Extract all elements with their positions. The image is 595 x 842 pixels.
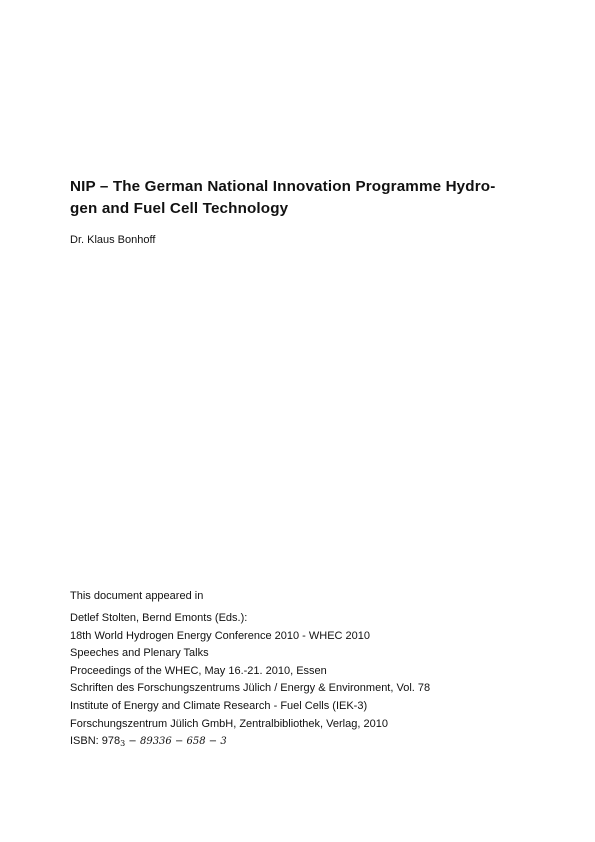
volume-type-line: Speeches and Plenary Talks bbox=[70, 647, 209, 660]
isbn-subscript: 3 bbox=[120, 739, 126, 749]
title-line-2: gen and Fuel Cell Technology bbox=[70, 199, 289, 217]
conference-line: 18th World Hydrogen Energy Conference 2010 - WHEC 2010 bbox=[70, 629, 371, 642]
isbn-line bbox=[70, 733, 430, 753]
document-title bbox=[70, 176, 528, 219]
isbn-label: ISBN: 978 bbox=[70, 735, 121, 748]
series-line: Schriften des Forschungszentrums Jülich / Energy & Environment, Vol. 78 bbox=[70, 682, 431, 695]
institute-line: Institute of Energy and Climate Research - Fuel Cells (IEK-3) bbox=[70, 699, 368, 712]
author-name: Dr. Klaus Bonhoff bbox=[70, 234, 156, 246]
publisher-line: Forschungszentrum Jülich GmbH, Zentralbibliothek, Verlag, 2010 bbox=[70, 717, 388, 730]
title-line-1: NIP – The German National Innovation Programme Hydro- bbox=[70, 178, 496, 195]
proceedings-line: Proceedings of the WHEC, May 16.-21. 2010, Essen bbox=[70, 664, 327, 677]
publication-details bbox=[70, 610, 430, 753]
editors-line: Detlef Stolten, Bernd Emonts (Eds.): bbox=[70, 612, 248, 624]
isbn-number: − 89336 − 658 − 3 bbox=[125, 736, 227, 748]
appeared-in-label: This document appeared in bbox=[70, 590, 204, 602]
